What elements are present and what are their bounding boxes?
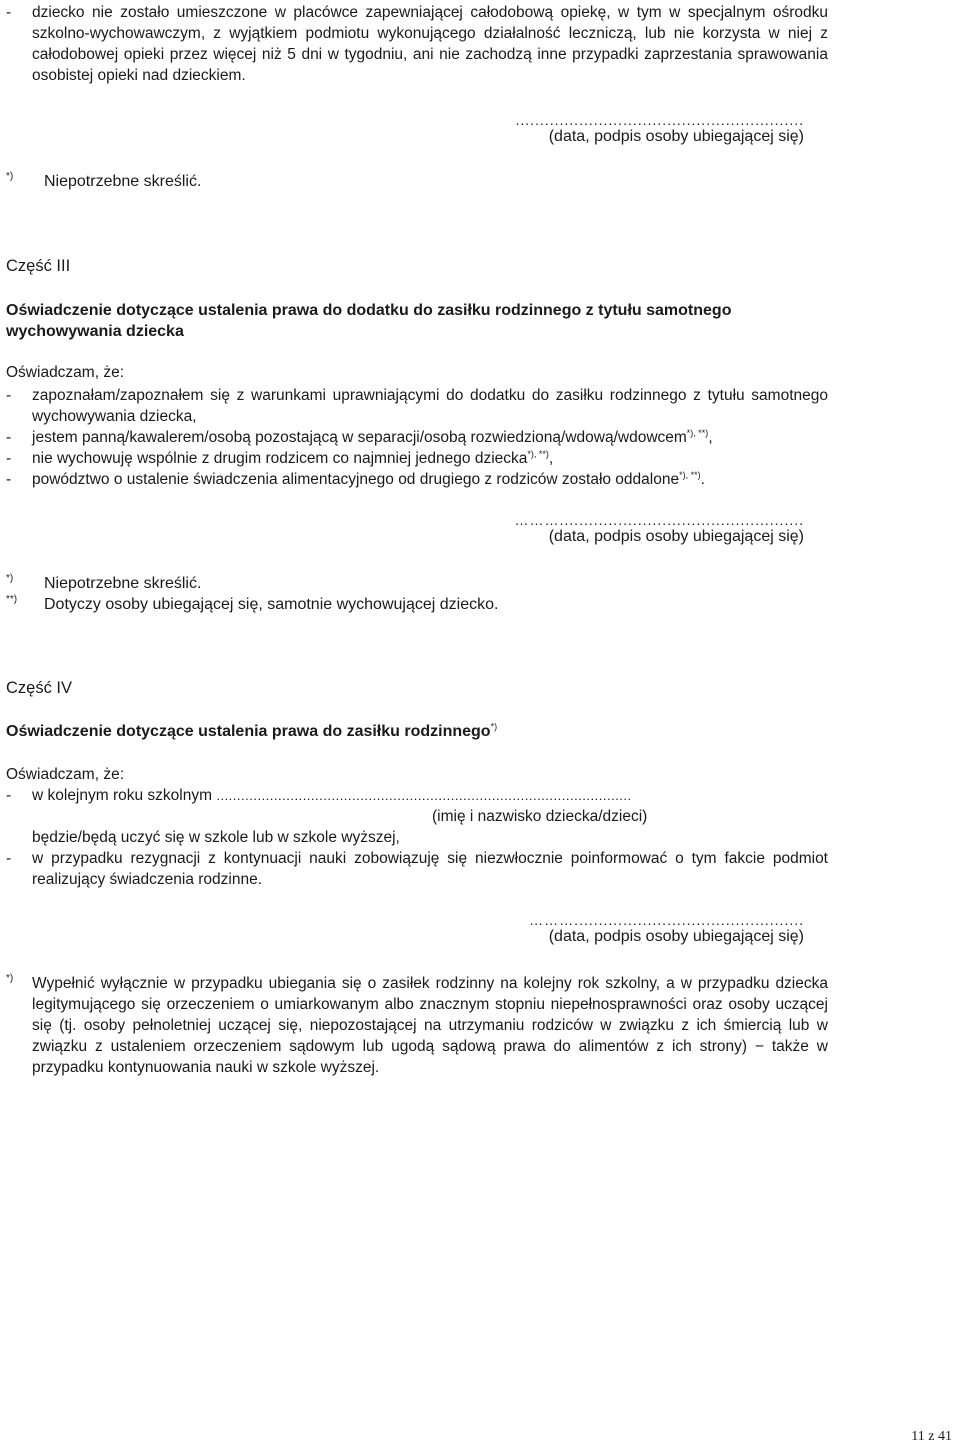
list-item	[6, 448, 828, 469]
list-item-punct: ,	[708, 429, 713, 446]
footnote	[6, 171, 201, 192]
continued-list-item	[6, 2, 828, 86]
list-item-text: w przypadku rezygnacji z kontynuacji nauki zobowiązuję się niezwłocznie poinformować o tym fakcie podmiot realizujący świadczenia rodzinne.	[32, 850, 828, 888]
footnote	[6, 973, 828, 1078]
signature-caption: (data, podpis osoby ubiegającej się)	[548, 128, 804, 145]
footnote-reference: *), **)	[679, 469, 701, 480]
signature-caption: (data, podpis osoby ubiegającej się)	[548, 928, 804, 945]
footnote-mark: *)	[6, 573, 14, 584]
section-heading-part-4: Część IV	[6, 679, 73, 697]
list-item-continuation: będzie/będą uczyć się w szkole lub w szkole wyższej,	[32, 829, 400, 846]
footnote-mark: *)	[6, 171, 14, 182]
section-title-part-3: Oświadczenie dotyczące ustalenia prawa do dodatku do zasiłku rodzinnego z tytułu samotnego wychowywania dziecka	[6, 302, 732, 340]
list-dash: -	[6, 429, 12, 446]
list-dash: -	[6, 850, 12, 867]
list-dash: -	[6, 4, 12, 21]
list-item	[6, 469, 828, 490]
footnote-text: Dotyczy osoby ubiegającej się, samotnie wychowującej dziecko.	[44, 596, 499, 613]
signature-block	[464, 914, 804, 947]
list-dash: -	[6, 787, 12, 804]
footnote-mark: *)	[6, 973, 14, 984]
footnote-text: Niepotrzebne skreślić.	[44, 173, 202, 190]
list-dash: -	[6, 471, 12, 488]
fill-line-caption: (imię i nazwisko dziecka/dzieci)	[432, 808, 648, 825]
list-item-text: jestem panną/kawalerem/osobą pozostającą w separacji/osobą rozwiedzioną/wdową/wdowcem	[32, 429, 687, 446]
page-number: 11 z 41	[911, 1429, 952, 1444]
footnote-text: Niepotrzebne skreślić.	[44, 575, 202, 592]
child-name-fill-line: .....................................................................................................	[216, 788, 632, 803]
footnote-text: Wypełnić wyłącznie w przypadku ubiegania się o zasiłek rodzinny na kolejny rok szkolny, a w przypadku dziecka legitymującego się orzeczeniem o umiarkowanym albo znacznym stopniu niepełnosprawności oraz osoby uczącej się (tj. osoby pełnoletniej uczącej się, niepozostającej na utrzymaniu rodziców w związku z ich śmiercią lub w związku z ustaleniem orzeczeniem sądowym lub ugodą sądową prawa do alimentów z ich strony) − także w przypadku kontynuowania nauki w szkole wyższej.	[32, 975, 828, 1076]
list-item	[6, 385, 828, 427]
list-item-text: nie wychowuję wspólnie z drugim rodzicem co najmniej jednego dziecka	[32, 450, 528, 467]
footnote	[6, 594, 498, 615]
signature-dots: ………...............................................	[529, 912, 804, 928]
list-item-punct: ,	[548, 450, 554, 467]
list-dash: -	[6, 387, 12, 404]
footnote-mark: **)	[6, 594, 18, 605]
footnote-reference: *), **)	[527, 448, 549, 459]
signature-block	[464, 514, 804, 547]
declaration-intro: Oświadczam, że:	[6, 364, 125, 381]
list-item	[6, 427, 828, 448]
signature-dots: ...........................................................	[515, 112, 804, 128]
signature-caption: (data, podpis osoby ubiegającej się)	[548, 528, 804, 545]
signature-block	[464, 114, 804, 147]
declaration-intro: Oświadczam, że:	[6, 766, 125, 783]
footnote-reference: *)	[490, 721, 498, 732]
footnote-reference: *), **)	[686, 427, 709, 438]
list-item-text: dziecko nie zostało umieszczone w placówce zapewniającej całodobową opiekę, w tym w specjalnym ośrodku szkolno-wychowawczym, z wyjątkiem podmiotu wykonującego działalność leczniczą, lub nie korzysta w niej z całodobowej opieki przez więcej niż 5 dni w tygodniu, ani nie zachodzą inne przypadki zaprzestania sprawowania osobistej opieki nad dzieckiem.	[32, 4, 828, 84]
list-item	[6, 848, 828, 890]
signature-dots: ………..................................................	[514, 512, 804, 528]
list-item-text: powództwo o ustalenie świadczenia alimentacyjnego od drugiego z rodziców zostało oddalone	[32, 471, 680, 488]
section-heading-part-3: Część III	[6, 257, 71, 275]
list-dash: -	[6, 450, 12, 467]
footnote	[6, 573, 201, 594]
list-item-punct: .	[700, 471, 705, 488]
list-item-text: zapoznałam/zapoznałem się z warunkami uprawniającymi do dodatku do zasiłku rodzinnego z tytułu samotnego wychowywania dziecka,	[32, 387, 828, 425]
list-item	[6, 785, 828, 806]
section-title-part-4	[6, 721, 828, 742]
list-item-text: w kolejnym roku szkolnym	[32, 787, 213, 804]
section-title-text: Oświadczenie dotyczące ustalenia prawa do zasiłku rodzinnego	[6, 723, 491, 740]
